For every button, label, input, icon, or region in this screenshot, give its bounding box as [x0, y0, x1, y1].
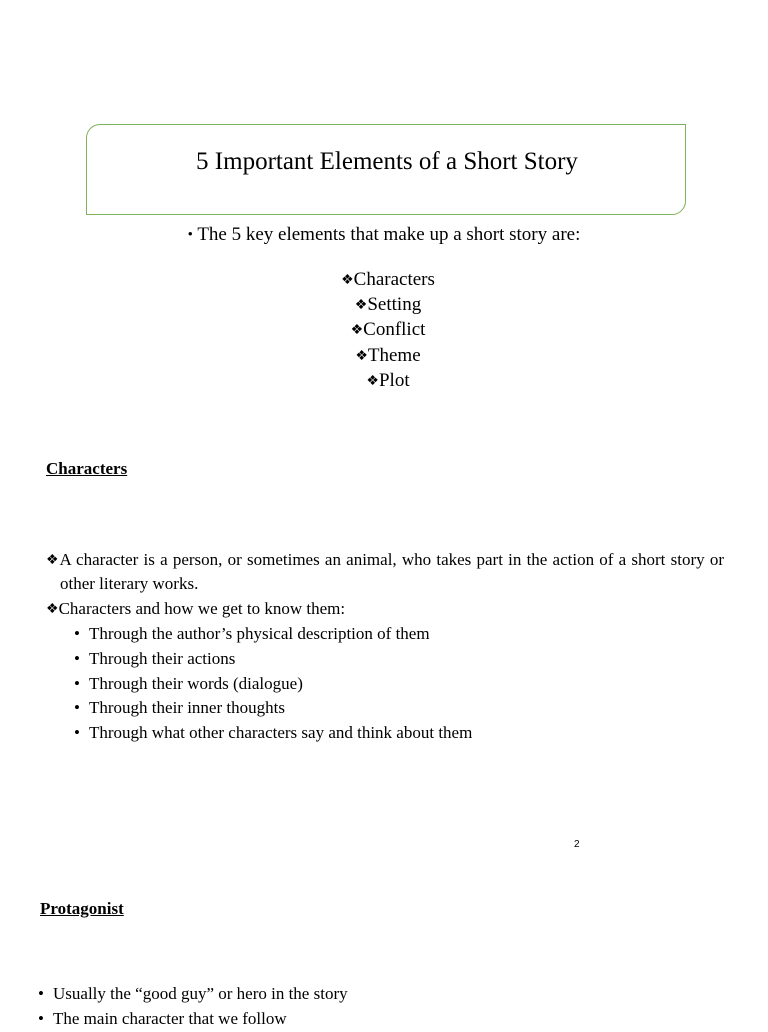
- bullet-icon: •: [38, 1008, 44, 1028]
- list-item: [74, 647, 472, 672]
- list-item-text: Through the author’s physical description of them: [89, 624, 430, 643]
- element-item: [0, 369, 768, 394]
- element-label: Conflict: [363, 319, 426, 341]
- page-title: 5 Important Elements of a Short Story: [196, 148, 578, 175]
- element-item: [0, 318, 768, 343]
- protagonist-heading: Protagonist: [40, 899, 124, 918]
- diamond-bullet-icon: ❖: [46, 602, 59, 617]
- bullet-icon: •: [187, 227, 193, 243]
- list-item: [38, 1007, 348, 1032]
- diamond-bullet-icon: ❖: [354, 298, 368, 314]
- bullet-icon: •: [74, 723, 80, 743]
- list-item: [74, 672, 472, 697]
- diamond-bullet-icon: ❖: [355, 348, 368, 364]
- diamond-bullet-icon: ❖: [46, 553, 60, 568]
- diamond-bullet-icon: ❖: [350, 323, 364, 339]
- list-item-text: The main character that we follow: [53, 1008, 287, 1028]
- how-we-know-intro: [46, 598, 345, 622]
- list-item-text: Through what other characters say and think about them: [89, 723, 473, 743]
- definition-text: A character is a person, or sometimes an animal, who takes part in the action of a short story or other literary works.: [59, 550, 724, 593]
- character-definition: [46, 549, 724, 595]
- elements-list: [0, 268, 768, 394]
- element-label: Theme: [367, 344, 421, 366]
- intro-line: [0, 223, 768, 248]
- element-label: Characters: [353, 269, 435, 290]
- list-item-text: Usually the “good guy” or hero in the story: [53, 984, 348, 1003]
- bullet-icon: •: [74, 648, 80, 668]
- how-we-know-text: Characters and how we get to know them:: [58, 599, 346, 618]
- characters-heading: Characters: [46, 459, 128, 478]
- list-item: [38, 982, 348, 1007]
- element-item: [0, 268, 768, 293]
- bullet-icon: •: [74, 673, 80, 693]
- list-item: [74, 622, 472, 647]
- list-item-text: Through their inner thoughts: [89, 698, 285, 718]
- diamond-bullet-icon: ❖: [366, 373, 379, 389]
- bullet-icon: •: [38, 984, 44, 1003]
- protagonist-list: [38, 982, 348, 1032]
- element-label: Plot: [378, 369, 410, 391]
- list-item: [74, 721, 472, 746]
- diamond-bullet-icon: ❖: [341, 273, 354, 288]
- list-item-text: Through their words (dialogue): [89, 673, 303, 693]
- element-item: [0, 344, 768, 369]
- ways-list: [74, 622, 472, 746]
- page-number: 2: [574, 839, 580, 850]
- element-label: Setting: [367, 294, 422, 316]
- list-item: [74, 696, 472, 721]
- list-item-text: Through their actions: [89, 648, 236, 668]
- element-item: [0, 293, 768, 318]
- intro-text: The 5 key elements that make up a short story are:: [197, 224, 581, 245]
- bullet-icon: •: [74, 698, 80, 718]
- bullet-icon: •: [74, 624, 80, 643]
